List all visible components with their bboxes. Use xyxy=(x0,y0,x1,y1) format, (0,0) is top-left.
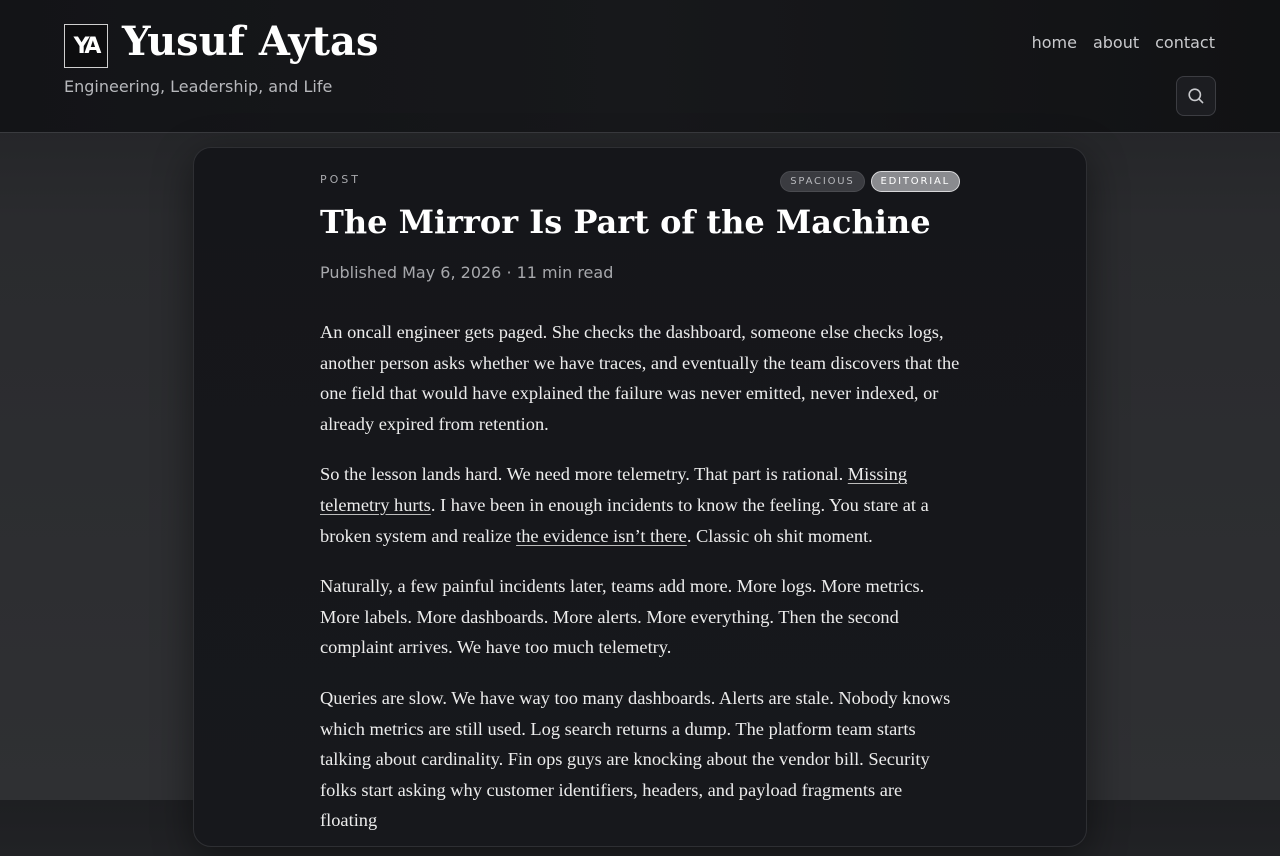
article-paragraph: Naturally, a few painful incidents later, teams add more. More logs. More metrics. More labels. More dashboards. More alerts. More everything. Then the second complaint arrives. We have too much telemetry. xyxy=(320,576,925,658)
post-type-label: POST xyxy=(320,173,361,186)
search-button[interactable] xyxy=(1176,76,1216,116)
link-missing-telemetry[interactable]: Missing telemetry hurts xyxy=(320,464,908,515)
reading-style-toggle xyxy=(780,171,960,192)
logo-text: YA xyxy=(73,33,99,59)
style-option-spacious[interactable]: SPACIOUS xyxy=(780,171,864,192)
post-meta: Published May 6, 2026 · 11 min read xyxy=(320,263,614,282)
site-logo[interactable] xyxy=(64,24,108,68)
site-header xyxy=(0,0,1280,133)
paragraph-text: So the lesson lands hard. We need more telemetry. That part is rational. xyxy=(320,464,848,485)
nav-link-contact[interactable]: contact xyxy=(1155,33,1215,52)
search-icon xyxy=(1187,87,1205,105)
site-tagline: Engineering, Leadership, and Life xyxy=(64,77,333,96)
article-paragraph: Queries are slow. We have way too many dashboards. Alerts are stale. Nobody knows which metrics are still used. Log search returns a dump. The platform team starts talking about cardinality. Fin ops guys are knocking about the vendor bill. Security folks start asking why customer identifiers, headers, and payload fragments are floating xyxy=(320,687,951,831)
link-evidence-missing[interactable]: the evidence isn’t there xyxy=(516,525,687,546)
article-paragraph xyxy=(320,459,960,551)
paragraph-text: . I have been in enough incidents to know the feeling. You stare at a broken system and realize xyxy=(320,494,929,546)
post-title: The Mirror Is Part of the Machine xyxy=(320,203,931,241)
main-nav xyxy=(1032,32,1215,54)
article-body xyxy=(320,317,960,856)
style-option-editorial[interactable]: EDITORIAL xyxy=(871,171,960,192)
nav-link-home[interactable]: home xyxy=(1031,33,1077,52)
article-paragraph: An oncall engineer gets paged. She checks the dashboard, someone else checks logs, another person asks whether we have traces, and eventually the team discovers that the one field that would have explained the failure was never emitted, never indexed, or already expired from retention. xyxy=(320,322,960,434)
nav-link-about[interactable]: about xyxy=(1092,33,1140,52)
paragraph-text: . Classic oh shit moment. xyxy=(686,525,873,546)
site-title[interactable]: Yusuf Aytas xyxy=(122,18,379,65)
